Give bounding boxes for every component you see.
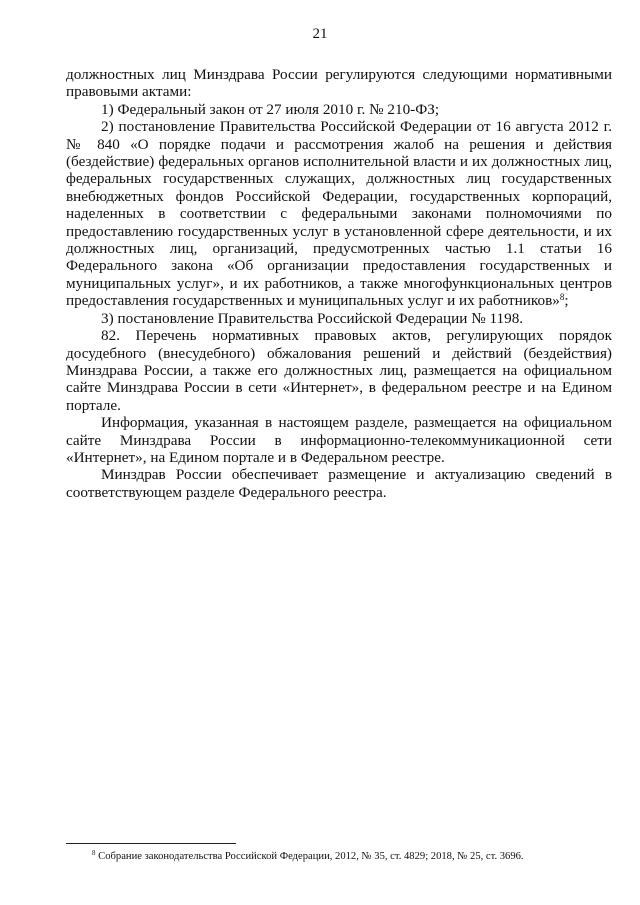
list-item-federal-law: 1) Федеральный закон от 27 июля 2010 г. № 210-ФЗ; [101, 100, 440, 118]
footnote-divider [66, 843, 236, 844]
paragraph-ministry: Минздрав России обеспечивает размещение и актуализацию сведений в соответствующем разделе Федерального реестра. [66, 466, 612, 501]
resolution-840-trailing: ; [564, 292, 569, 310]
resolution-840-text: 2) постановление Правительства Российской Федерации от 16 августа 2012 г. № 840 «О порядке подачи и рассмотрения жалоб на решения и действия (бездействие) федеральных органов исполнительной власти и их должностных лиц, федеральных государственных служащих, должностных лиц государственных внебюджетных фондов Российской Федерации, государственных корпораций, наделенных в соответствии с федеральными законами полномочиями по предоставлению государственных услуг в установленной сфере деятельности, и их должностных лиц, организаций, предусмотренных частью 1.1 статьи 16 Федерального закона «Об организации предоставления государственных и муниципальных услуг», и их работников, а также многофункциональных центров предоставления государственных и муниципальных услуг и их работников» [66, 118, 612, 310]
footnote-reference: 8 [559, 292, 565, 303]
body-text [66, 66, 612, 501]
list-item-resolution-840 [66, 118, 612, 309]
page-number: 21 [312, 26, 328, 42]
footnote-mark: 8 [92, 849, 96, 857]
paragraph-82: 82. Перечень нормативных правовых актов, регулирующих порядок досудебного (внесудебного) обжалования решений и действий (бездействия) Минздрава России, а также его должностных лиц, размещается на официальном сайте Минздрава России в сети «Интернет», в федеральном реестре и на Едином портале. [66, 327, 612, 414]
paragraph-information: Информация, указанная в настоящем разделе, размещается на официальном сайте Минздрава России в информационно-телекоммуникационной сети «Интернет», на Едином портале и в Федеральном реестре. [66, 414, 612, 466]
footnote-text: Собрание законодательства Российской Федерации, 2012, № 35, ст. 4829; 2018, № 25, ст. 3696. [98, 851, 524, 862]
footnote [92, 850, 612, 863]
list-item-resolution-1198: 3) постановление Правительства Российской Федерации № 1198. [101, 309, 524, 327]
paragraph-intro: должностных лиц Минздрава России регулируются следующими нормативными правовыми актами: [66, 66, 612, 101]
